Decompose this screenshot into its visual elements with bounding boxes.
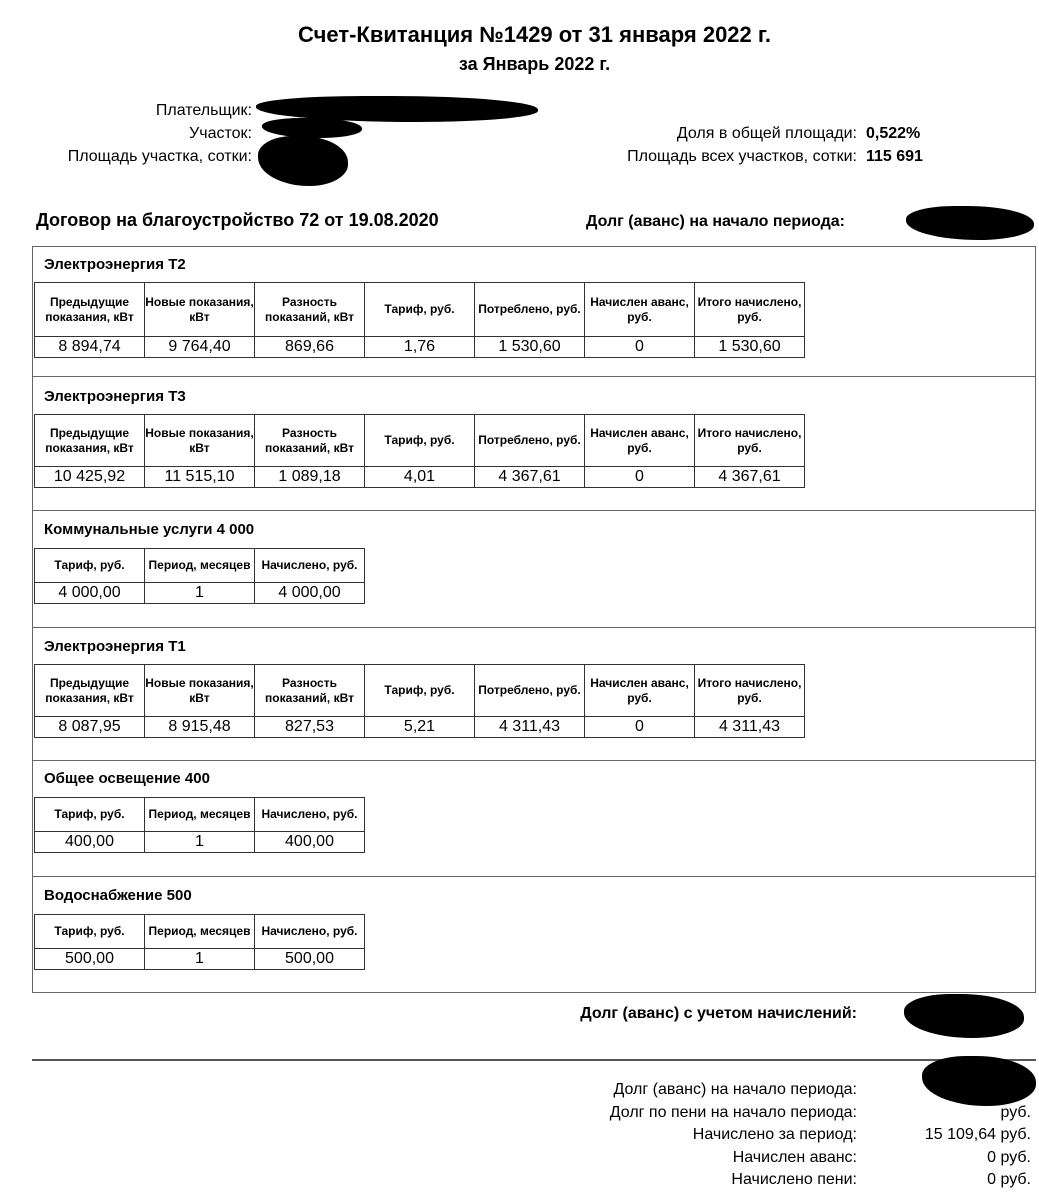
cell: 8 894,74 bbox=[35, 337, 145, 358]
section-divider bbox=[32, 627, 1036, 628]
col-header: Итого начислено, руб. bbox=[695, 283, 805, 337]
cell: 869,66 bbox=[255, 337, 365, 358]
debt-with-charges-label: Долг (аванс) с учетом начислений: bbox=[580, 1005, 857, 1022]
col-header: Начислено, руб. bbox=[255, 549, 365, 583]
cell: 1 bbox=[145, 583, 255, 604]
cell: 9 764,40 bbox=[145, 337, 255, 358]
redaction-mark bbox=[904, 994, 1024, 1038]
redaction-mark bbox=[258, 136, 348, 186]
summary-penalty-value: 0 руб. bbox=[987, 1171, 1031, 1188]
col-header: Начислен аванс, руб. bbox=[585, 665, 695, 717]
plot-area-label: Площадь участка, сотки: bbox=[67, 148, 252, 165]
total-area-label: Площадь всех участков, сотки: bbox=[627, 148, 857, 165]
col-header: Начислен аванс, руб. bbox=[585, 415, 695, 467]
cell: 4,01 bbox=[365, 467, 475, 488]
section-divider bbox=[32, 376, 1036, 377]
col-header: Тариф, руб. bbox=[365, 665, 475, 717]
cell: 0 bbox=[585, 717, 695, 738]
col-header: Начислен аванс, руб. bbox=[585, 283, 695, 337]
section-divider bbox=[32, 876, 1036, 877]
col-header: Предыдущие показания, кВт bbox=[35, 665, 145, 717]
col-header: Потреблено, руб. bbox=[475, 415, 585, 467]
col-header: Разность показаний, кВт bbox=[255, 283, 365, 337]
summary-penalty-start-value: руб. bbox=[1000, 1104, 1031, 1121]
invoice-period: за Январь 2022 г. bbox=[458, 54, 611, 74]
meter-table-t2 bbox=[34, 282, 805, 358]
debt-start-label: Долг (аванс) на начало периода: bbox=[586, 213, 845, 230]
total-area-value: 115 691 bbox=[866, 148, 923, 165]
cell: 5,21 bbox=[365, 717, 475, 738]
cell: 1 bbox=[145, 949, 255, 970]
cell: 400,00 bbox=[255, 832, 365, 853]
section-title-t2: Электроэнергия Т2 bbox=[44, 256, 186, 273]
summary-charged-label: Начислено за период: bbox=[692, 1126, 857, 1143]
col-header: Новые показания, кВт bbox=[145, 415, 255, 467]
cell: 8 915,48 bbox=[145, 717, 255, 738]
col-header: Новые показания, кВт bbox=[145, 665, 255, 717]
payer-label: Плательщик: bbox=[155, 102, 252, 119]
cell: 500,00 bbox=[255, 949, 365, 970]
share-value: 0,522% bbox=[866, 125, 921, 142]
fixed-table-water bbox=[34, 914, 365, 970]
cell: 8 087,95 bbox=[35, 717, 145, 738]
cell: 1 089,18 bbox=[255, 467, 365, 488]
col-header: Тариф, руб. bbox=[35, 798, 145, 832]
cell: 4 311,43 bbox=[695, 717, 805, 738]
cell: 1 530,60 bbox=[475, 337, 585, 358]
col-header: Итого начислено, руб. bbox=[695, 415, 805, 467]
section-title-communal: Коммунальные услуги 4 000 bbox=[44, 521, 255, 538]
cell: 4 367,61 bbox=[695, 467, 805, 488]
share-label: Доля в общей площади: bbox=[676, 125, 857, 142]
summary-divider bbox=[32, 1059, 1036, 1061]
cell: 1,76 bbox=[365, 337, 475, 358]
section-divider bbox=[32, 510, 1036, 511]
cell: 827,53 bbox=[255, 717, 365, 738]
section-title-t3: Электроэнергия Т3 bbox=[44, 388, 186, 405]
cell: 0 bbox=[585, 337, 695, 358]
col-header: Тариф, руб. bbox=[35, 549, 145, 583]
col-header: Новые показания, кВт bbox=[145, 283, 255, 337]
cell: 4 000,00 bbox=[255, 583, 365, 604]
col-header: Предыдущие показания, кВт bbox=[35, 415, 145, 467]
col-header: Начислено, руб. bbox=[255, 915, 365, 949]
col-header: Итого начислено, руб. bbox=[695, 665, 805, 717]
col-header: Разность показаний, кВт bbox=[255, 665, 365, 717]
summary-advance-value: 0 руб. bbox=[987, 1149, 1031, 1166]
fixed-table-communal bbox=[34, 548, 365, 604]
col-header: Разность показаний, кВт bbox=[255, 415, 365, 467]
summary-penalty-start-label: Долг по пени на начало периода: bbox=[609, 1104, 857, 1121]
cell: 4 311,43 bbox=[475, 717, 585, 738]
cell: 1 530,60 bbox=[695, 337, 805, 358]
col-header: Период, месяцев bbox=[145, 798, 255, 832]
contract-title: Договор на благоустройство 72 от 19.08.2020 bbox=[36, 210, 439, 230]
redaction-mark bbox=[922, 1056, 1036, 1106]
col-header: Предыдущие показания, кВт bbox=[35, 283, 145, 337]
section-title-water: Водоснабжение 500 bbox=[44, 887, 192, 904]
cell: 4 367,61 bbox=[475, 467, 585, 488]
col-header: Тариф, руб. bbox=[365, 415, 475, 467]
cell: 0 bbox=[585, 467, 695, 488]
redaction-mark bbox=[262, 118, 362, 138]
summary-penalty-label: Начислено пени: bbox=[731, 1171, 857, 1188]
summary-advance-label: Начислен аванс: bbox=[732, 1149, 857, 1166]
plot-label: Участок: bbox=[189, 125, 252, 142]
charges-box bbox=[32, 246, 1036, 993]
fixed-table-lighting bbox=[34, 797, 365, 853]
col-header: Потреблено, руб. bbox=[475, 665, 585, 717]
col-header: Период, месяцев bbox=[145, 915, 255, 949]
cell: 1 bbox=[145, 832, 255, 853]
section-title-t1: Электроэнергия Т1 bbox=[44, 638, 186, 655]
redaction-mark bbox=[906, 206, 1034, 240]
col-header: Начислено, руб. bbox=[255, 798, 365, 832]
section-title-lighting: Общее освещение 400 bbox=[44, 770, 210, 787]
cell: 11 515,10 bbox=[145, 467, 255, 488]
cell: 10 425,92 bbox=[35, 467, 145, 488]
col-header: Период, месяцев bbox=[145, 549, 255, 583]
col-header: Потреблено, руб. bbox=[475, 283, 585, 337]
cell: 4 000,00 bbox=[35, 583, 145, 604]
section-divider bbox=[32, 760, 1036, 761]
cell: 400,00 bbox=[35, 832, 145, 853]
col-header: Тариф, руб. bbox=[365, 283, 475, 337]
meter-table-t3 bbox=[34, 414, 805, 488]
summary-charged-value: 15 109,64 руб. bbox=[924, 1126, 1031, 1143]
meter-table-t1 bbox=[34, 664, 805, 738]
cell: 500,00 bbox=[35, 949, 145, 970]
summary-debt-start-label: Долг (аванс) на начало периода: bbox=[613, 1081, 857, 1098]
col-header: Тариф, руб. bbox=[35, 915, 145, 949]
invoice-title: Счет-Квитанция №1429 от 31 января 2022 г. bbox=[298, 22, 771, 47]
